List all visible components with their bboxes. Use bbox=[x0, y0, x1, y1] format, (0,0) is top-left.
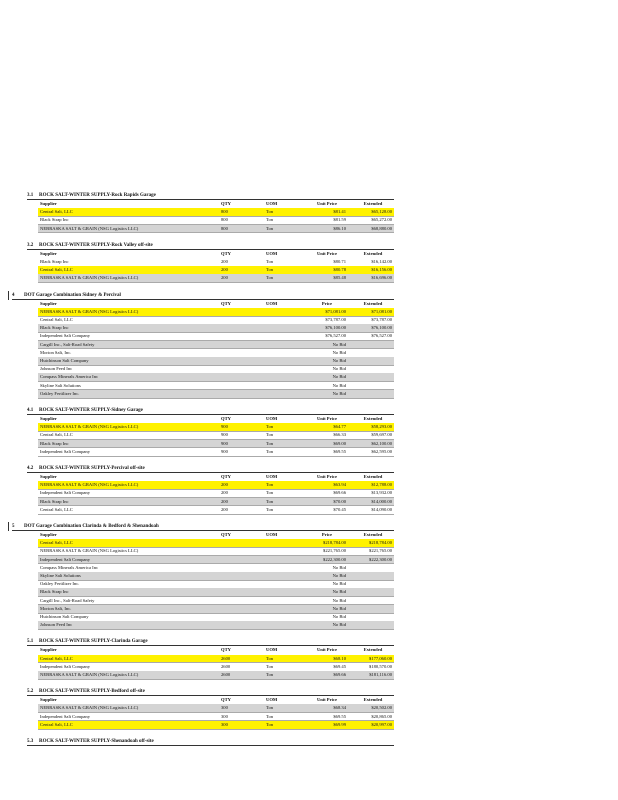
supplier-cell: Independent Salt Company bbox=[40, 490, 91, 496]
price-cell: No Bid bbox=[332, 366, 346, 372]
header-price: Unit Price bbox=[316, 201, 338, 206]
header-extended: Extended bbox=[363, 250, 383, 256]
extended-cell: $14,000.00 bbox=[371, 498, 392, 504]
supplier-cell: Central Salt, LLC bbox=[40, 317, 73, 322]
row-divider bbox=[38, 456, 394, 457]
qty-cell: 900 bbox=[221, 440, 228, 446]
table-header-row bbox=[38, 531, 394, 539]
price-cell: $63.94 bbox=[333, 482, 346, 488]
price-cell: $69.55 bbox=[333, 448, 346, 454]
extended-cell: $73,787.00 bbox=[371, 317, 392, 322]
header-price: Unit Price bbox=[316, 416, 338, 421]
price-cell: No Bid bbox=[332, 349, 346, 355]
extended-cell: $65,272.00 bbox=[371, 217, 392, 223]
price-cell: No Bid bbox=[332, 374, 346, 380]
price-cell: No Bid bbox=[332, 358, 346, 363]
heading-rule bbox=[8, 291, 9, 300]
supplier-cell: Black Strap Inc bbox=[40, 325, 69, 331]
table-top-rule bbox=[27, 745, 394, 746]
price-cell: $66.33 bbox=[333, 432, 346, 438]
qty-cell: 900 bbox=[221, 432, 228, 438]
extended-cell: $20,502.00 bbox=[371, 705, 392, 711]
price-cell: No Bid bbox=[332, 564, 346, 570]
uom-cell: Ton bbox=[266, 663, 274, 669]
qty-cell: 900 bbox=[221, 424, 228, 430]
supplier-cell: Black Strap Inc bbox=[40, 589, 69, 595]
header-uom: UOM bbox=[266, 201, 278, 206]
header-qty: QTY bbox=[221, 647, 231, 653]
section-number: 5.3 bbox=[27, 739, 34, 744]
supplier-cell: Black Strap Inc bbox=[40, 440, 69, 446]
row-divider bbox=[38, 282, 394, 283]
header-qty: QTY bbox=[221, 416, 231, 421]
header-qty: QTY bbox=[221, 474, 231, 479]
uom-cell: Ton bbox=[266, 209, 274, 215]
section-title: ROCK SALT-WINTER SUPPLY-Sidney Garage bbox=[39, 408, 143, 413]
price-cell: $80.71 bbox=[333, 259, 346, 264]
price-cell: $68.10 bbox=[333, 655, 346, 661]
qty-cell: 2600 bbox=[221, 672, 231, 677]
header-supplier: Supplier bbox=[40, 416, 57, 421]
price-cell: $69.45 bbox=[333, 663, 346, 669]
extended-cell: $76,527.00 bbox=[371, 333, 392, 339]
price-cell: $86.10 bbox=[333, 225, 346, 231]
uom-cell: Ton bbox=[266, 440, 274, 446]
price-cell: $64.77 bbox=[333, 424, 346, 430]
qty-cell: 300 bbox=[221, 713, 228, 719]
qty-cell: 300 bbox=[221, 705, 228, 711]
qty-cell: 2600 bbox=[221, 663, 231, 669]
price-cell: $81.59 bbox=[333, 217, 346, 223]
header-uom: UOM bbox=[266, 250, 278, 256]
price-cell: No Bid bbox=[332, 589, 346, 595]
uom-cell: Ton bbox=[266, 672, 274, 677]
supplier-cell: Morton Salt, Inc. bbox=[40, 605, 72, 611]
extended-cell: $65,128.00 bbox=[371, 209, 392, 215]
supplier-cell: NEBRASKA SALT & GRAIN (NSG Logistics LLC) bbox=[40, 548, 139, 554]
header-qty: QTY bbox=[221, 300, 231, 306]
header-supplier: Supplier bbox=[40, 201, 57, 206]
supplier-cell: NEBRASKA SALT & GRAIN (NSG Logistics LLC) bbox=[40, 424, 139, 430]
price-cell: No Bid bbox=[332, 605, 346, 611]
supplier-cell: Cargill Inc., Salt-Road Safety bbox=[40, 341, 95, 347]
extended-cell: $221,765.00 bbox=[369, 548, 392, 554]
section-title: ROCK SALT-WINTER SUPPLY-Clarinda Garage bbox=[39, 639, 148, 645]
supplier-cell: Compass Minerals America Inc bbox=[40, 374, 99, 380]
header-supplier: Supplier bbox=[40, 697, 57, 703]
header-uom: UOM bbox=[266, 532, 278, 537]
price-cell: No Bid bbox=[332, 597, 346, 603]
header-supplier: Supplier bbox=[40, 474, 57, 479]
table-header-row bbox=[38, 696, 394, 704]
supplier-cell: Skyline Salt Solutions bbox=[40, 573, 81, 578]
supplier-cell: Central Salt, LLC bbox=[40, 267, 73, 273]
header-price: Price bbox=[321, 532, 333, 537]
uom-cell: Ton bbox=[266, 267, 274, 273]
price-cell: $69.00 bbox=[333, 440, 346, 446]
qty-cell: 800 bbox=[221, 209, 228, 215]
price-cell: $76,100.00 bbox=[325, 325, 346, 331]
supplier-cell: Hutchinson Salt Company bbox=[40, 358, 89, 363]
extended-cell: $16,696.00 bbox=[371, 275, 392, 281]
price-cell: $81.41 bbox=[333, 209, 346, 215]
price-cell: No Bid bbox=[332, 581, 346, 587]
supplier-cell: Morton Salt, Inc. bbox=[40, 349, 72, 355]
header-extended: Extended bbox=[363, 647, 383, 653]
header-supplier: Supplier bbox=[40, 532, 57, 537]
header-extended: Extended bbox=[363, 201, 383, 206]
supplier-cell: NEBRASKA SALT & GRAIN (NSG Logistics LLC) bbox=[40, 308, 139, 314]
price-cell: No Bid bbox=[332, 382, 346, 388]
header-price: Unit Price bbox=[316, 647, 338, 653]
header-uom: UOM bbox=[266, 300, 278, 306]
extended-cell: $59,697.00 bbox=[371, 432, 392, 438]
header-price: Unit Price bbox=[316, 250, 338, 256]
extended-cell: $12,788.00 bbox=[371, 482, 392, 488]
table-header-row bbox=[38, 200, 394, 208]
extended-cell: $76,100.00 bbox=[371, 325, 392, 331]
uom-cell: Ton bbox=[266, 705, 274, 711]
extended-cell: $71,081.00 bbox=[371, 308, 392, 314]
price-cell: $70.00 bbox=[333, 498, 346, 504]
qty-cell: 300 bbox=[221, 721, 228, 727]
section-title: DOT Garage Combination Clarinda & Bedford & Shenandoah bbox=[24, 524, 159, 529]
uom-cell: Ton bbox=[266, 721, 274, 727]
extended-cell: $68,880.00 bbox=[371, 225, 392, 231]
uom-cell: Ton bbox=[266, 225, 274, 231]
uom-cell: Ton bbox=[266, 655, 274, 661]
uom-cell: Ton bbox=[266, 498, 274, 504]
supplier-cell: NEBRASKA SALT & GRAIN (NSG Logistics LLC) bbox=[40, 482, 139, 488]
supplier-cell: Hutchinson Salt Company bbox=[40, 614, 89, 619]
qty-cell: 200 bbox=[221, 259, 228, 264]
qty-cell: 200 bbox=[221, 267, 228, 273]
uom-cell: Ton bbox=[266, 424, 274, 430]
extended-cell: $16,142.00 bbox=[371, 259, 392, 264]
qty-cell: 200 bbox=[221, 275, 228, 281]
extended-cell: $218,784.00 bbox=[369, 540, 392, 546]
qty-cell: 900 bbox=[221, 448, 228, 454]
price-cell: No Bid bbox=[332, 341, 346, 347]
table-header-row bbox=[38, 646, 394, 654]
supplier-cell: NEBRASKA SALT & GRAIN (NSG Logistics LLC) bbox=[40, 672, 139, 677]
extended-cell: $16,156.00 bbox=[371, 267, 392, 273]
qty-cell: 200 bbox=[221, 490, 228, 496]
section-title: ROCK SALT-WINTER SUPPLY-Rock Rapids Garage bbox=[39, 193, 156, 198]
uom-cell: Ton bbox=[266, 448, 274, 454]
price-cell: $76,527.00 bbox=[325, 333, 346, 339]
price-cell: $69.55 bbox=[333, 713, 346, 719]
price-cell: $218,784.00 bbox=[323, 540, 346, 546]
section-title: ROCK SALT-WINTER SUPPLY-Rock Valley off-site bbox=[39, 242, 153, 248]
supplier-cell: NEBRASKA SALT & GRAIN (NSG Logistics LLC) bbox=[40, 705, 139, 711]
extended-cell: $181,116.00 bbox=[369, 672, 392, 677]
uom-cell: Ton bbox=[266, 713, 274, 719]
header-qty: QTY bbox=[221, 201, 231, 206]
header-qty: QTY bbox=[221, 697, 231, 703]
section-number: 5 bbox=[12, 524, 15, 529]
supplier-cell: Independent Salt Company bbox=[40, 663, 91, 669]
header-extended: Extended bbox=[363, 474, 383, 479]
extended-cell: $62,595.00 bbox=[371, 448, 392, 454]
extended-cell: $13,932.00 bbox=[371, 490, 392, 496]
row-divider bbox=[38, 232, 394, 233]
qty-cell: 200 bbox=[221, 506, 228, 512]
uom-cell: Ton bbox=[266, 506, 274, 512]
row-divider bbox=[38, 514, 394, 515]
section-number: 5.2 bbox=[27, 689, 34, 695]
table-header-row bbox=[38, 300, 394, 308]
header-extended: Extended bbox=[363, 416, 383, 421]
supplier-cell: Oakley Fertilizer Inc. bbox=[40, 581, 80, 587]
section-number: 4.1 bbox=[27, 408, 34, 413]
supplier-cell: Oakley Fertilizer Inc. bbox=[40, 390, 80, 396]
header-supplier: Supplier bbox=[40, 300, 57, 306]
header-qty: QTY bbox=[221, 250, 231, 256]
extended-cell: $20,865.00 bbox=[371, 713, 392, 719]
qty-cell: 2600 bbox=[221, 655, 231, 661]
row-divider bbox=[38, 629, 394, 630]
price-cell: $69.66 bbox=[333, 490, 346, 496]
section-title: DOT Garage Combination Sidney & Percival bbox=[24, 292, 121, 298]
section-number: 4.2 bbox=[27, 466, 34, 471]
qty-cell: 800 bbox=[221, 225, 228, 231]
header-uom: UOM bbox=[266, 647, 278, 653]
header-extended: Extended bbox=[363, 300, 383, 306]
row-divider bbox=[38, 679, 394, 680]
extended-cell: $58,293.00 bbox=[371, 424, 392, 430]
extended-cell: $222,300.00 bbox=[369, 556, 392, 562]
supplier-cell: Independent Salt Company bbox=[40, 448, 91, 454]
section-title: ROCK SALT-WINTER SUPPLY-Percival off-site bbox=[39, 466, 145, 471]
header-extended: Extended bbox=[363, 532, 383, 537]
price-cell: $68.34 bbox=[333, 705, 346, 711]
supplier-cell: Independent Salt Company bbox=[40, 556, 91, 562]
header-supplier: Supplier bbox=[40, 250, 57, 256]
price-cell: $69.99 bbox=[333, 721, 346, 727]
supplier-cell: Central Salt, LLC bbox=[40, 540, 73, 546]
table-header-row bbox=[38, 250, 394, 258]
section-number: 4 bbox=[12, 292, 15, 298]
table-header-row bbox=[38, 415, 394, 423]
uom-cell: Ton bbox=[266, 432, 274, 438]
price-cell: $73,787.00 bbox=[325, 317, 346, 322]
price-cell: $71,081.00 bbox=[325, 308, 346, 314]
row-divider bbox=[38, 398, 394, 399]
table-header-row bbox=[38, 473, 394, 481]
header-extended: Extended bbox=[363, 697, 383, 703]
price-cell: $70.45 bbox=[333, 506, 346, 512]
header-uom: UOM bbox=[266, 416, 278, 421]
price-cell: $80.78 bbox=[333, 267, 346, 273]
supplier-cell: NEBRASKA SALT & GRAIN (NSG Logistics LLC) bbox=[40, 275, 139, 281]
uom-cell: Ton bbox=[266, 217, 274, 223]
price-cell: $85.48 bbox=[333, 275, 346, 281]
qty-cell: 800 bbox=[221, 217, 228, 223]
uom-cell: Ton bbox=[266, 259, 274, 264]
supplier-cell: Cargill Inc., Salt-Road Safety bbox=[40, 597, 95, 603]
header-price: Unit Price bbox=[316, 697, 338, 703]
supplier-cell: Independent Salt Company bbox=[40, 713, 91, 719]
header-supplier: Supplier bbox=[40, 647, 57, 653]
uom-cell: Ton bbox=[266, 490, 274, 496]
qty-cell: 200 bbox=[221, 498, 228, 504]
price-cell: No Bid bbox=[332, 573, 346, 578]
supplier-cell: Black Strap Inc bbox=[40, 259, 69, 264]
price-cell: $222,300.00 bbox=[323, 556, 346, 562]
qty-cell: 200 bbox=[221, 482, 228, 488]
supplier-cell: Central Salt, LLC bbox=[40, 432, 73, 438]
section-number: 3.2 bbox=[27, 242, 34, 248]
supplier-cell: Central Salt, LLC bbox=[40, 655, 73, 661]
section-title: ROCK SALT-WINTER SUPPLY-Bedford off-site bbox=[39, 689, 145, 695]
section-title: ROCK SALT-WINTER SUPPLY-Shenandoah off-site bbox=[39, 739, 154, 744]
supplier-cell: Central Salt, LLC bbox=[40, 506, 73, 512]
extended-cell: $14,090.00 bbox=[371, 506, 392, 512]
row-divider bbox=[38, 729, 394, 730]
price-cell: No Bid bbox=[332, 622, 346, 628]
supplier-cell: Central Salt, LLC bbox=[40, 209, 73, 215]
supplier-cell: Johnson Feed Inc bbox=[40, 366, 73, 372]
header-price: Price bbox=[321, 300, 333, 306]
price-cell: No Bid bbox=[332, 614, 346, 619]
section-number: 5.1 bbox=[27, 639, 34, 645]
supplier-cell: Black Strap Inc bbox=[40, 498, 69, 504]
uom-cell: Ton bbox=[266, 275, 274, 281]
extended-cell: $177,060.00 bbox=[369, 655, 392, 661]
uom-cell: Ton bbox=[266, 482, 274, 488]
price-cell: $69.66 bbox=[333, 672, 346, 677]
price-cell: $221,765.00 bbox=[323, 548, 346, 554]
heading-rule bbox=[8, 522, 9, 531]
supplier-cell: Central Salt, LLC bbox=[40, 721, 73, 727]
supplier-cell: Independent Salt Company bbox=[40, 333, 91, 339]
extended-cell: $180,570.00 bbox=[369, 663, 392, 669]
header-price: Unit Price bbox=[316, 474, 338, 479]
supplier-cell: Black Strap Inc bbox=[40, 217, 69, 223]
supplier-cell: NEBRASKA SALT & GRAIN (NSG Logistics LLC) bbox=[40, 225, 139, 231]
header-uom: UOM bbox=[266, 697, 278, 703]
header-uom: UOM bbox=[266, 474, 278, 479]
extended-cell: $62,100.00 bbox=[371, 440, 392, 446]
supplier-cell: Johnson Feed Inc bbox=[40, 622, 73, 628]
header-qty: QTY bbox=[221, 532, 231, 537]
supplier-cell: Compass Minerals America Inc bbox=[40, 564, 99, 570]
extended-cell: $20,997.00 bbox=[371, 721, 392, 727]
price-cell: No Bid bbox=[332, 390, 346, 396]
supplier-cell: Skyline Salt Solutions bbox=[40, 382, 81, 388]
section-number: 3.1 bbox=[27, 193, 34, 198]
